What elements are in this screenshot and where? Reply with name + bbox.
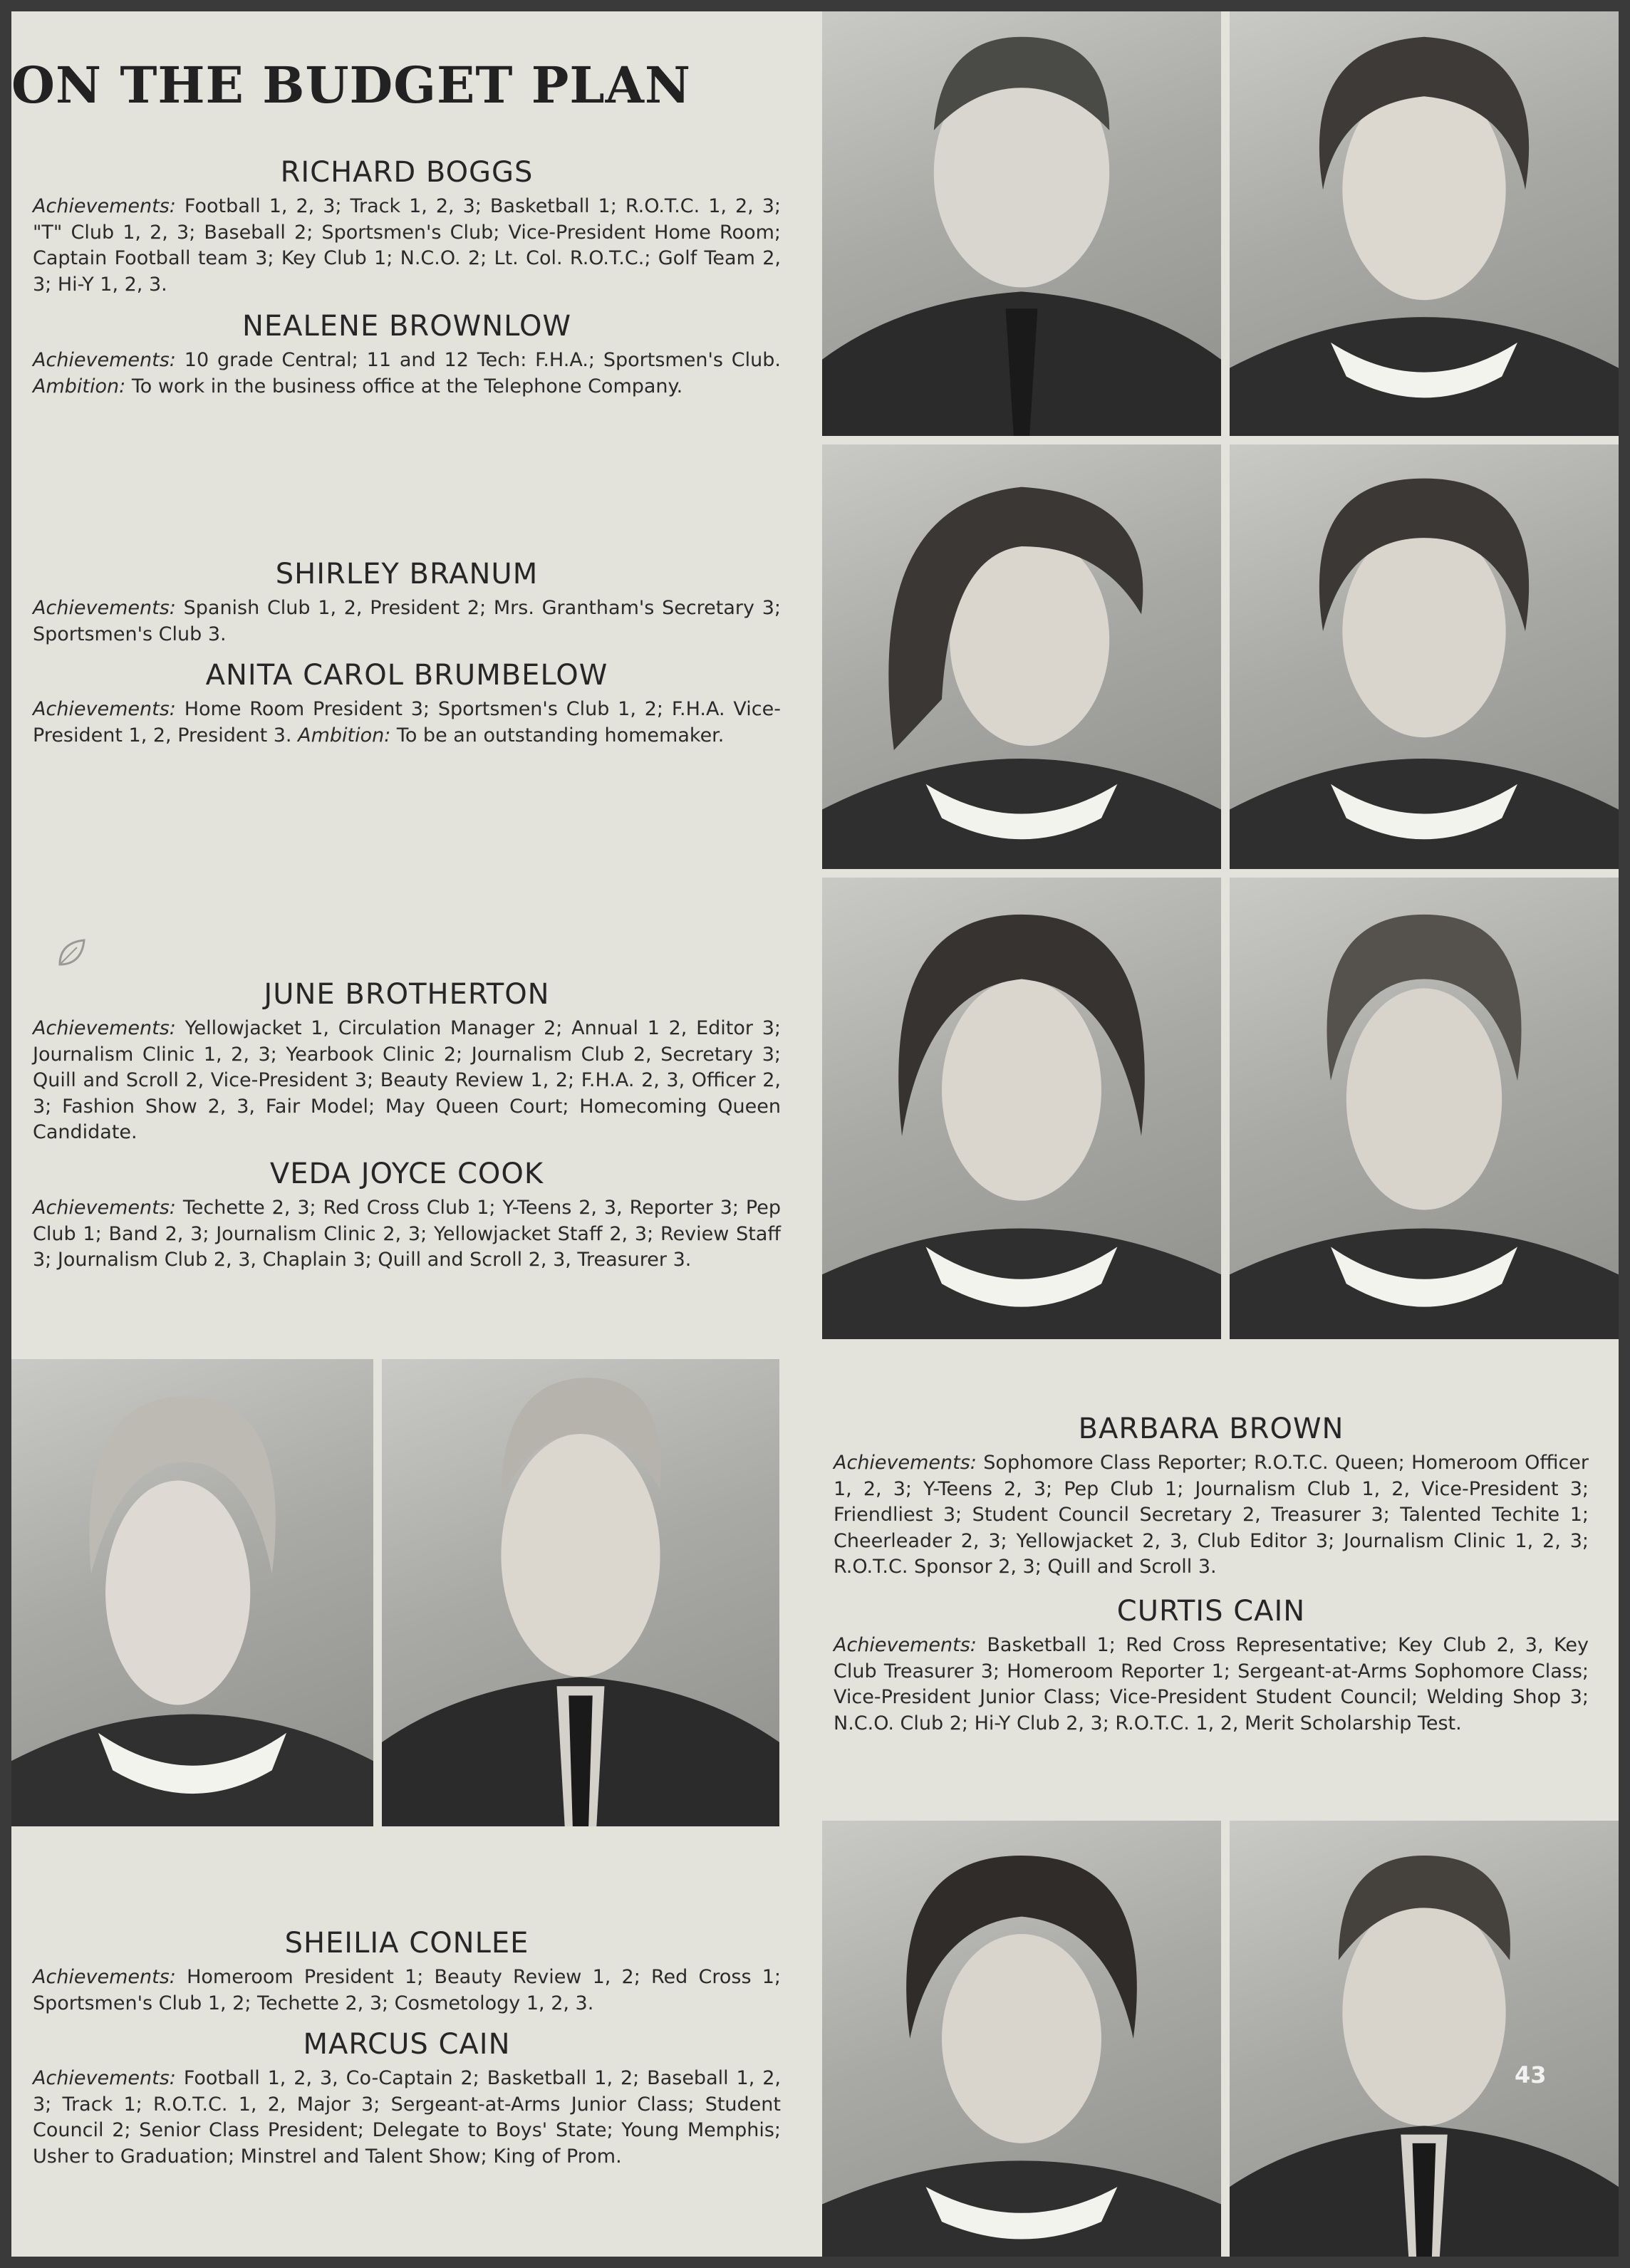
student-description: [33, 1016, 781, 1146]
student-description: [834, 1450, 1589, 1581]
entry-shirley-branum: [33, 557, 781, 647]
entry-barbara-brown: [834, 1412, 1589, 1581]
portrait-photo-sheilia-conlee: [11, 1359, 373, 1826]
portrait-photo-anita-carol-brumbelow: [1230, 444, 1619, 869]
yearbook-page: [11, 11, 1619, 2257]
ambition-text: To work in the business office at the Telephone Company.: [131, 375, 683, 397]
ambition-label: Ambition:: [33, 375, 126, 397]
student-description: [33, 1965, 781, 2017]
portrait-photo-barbara-brown: [1230, 1821, 1619, 2257]
page-number: 43: [1515, 2061, 1547, 2088]
entry-sheilia-conlee: [33, 1926, 781, 2017]
achievements-label: Achievements:: [33, 1197, 176, 1219]
portrait-photo-richard-boggs: [822, 11, 1221, 436]
entry-june-brotherton: [33, 977, 781, 1146]
student-name: RICHARD BOGGS: [280, 156, 534, 189]
achievements-text: Sophomore Class Reporter; R.O.T.C. Queen; Homeroom Officer 1, 2, 3; Y-Teens 2, 3; Pep Club 1; Journalism Club 1, 2, Vice-President 3; Friendliest 3; Student Council Secretary 2, Treasurer 3; Talented Techite 1; Cheerleader 2, 3; Yellowjacket 2, 3, Club Editor 3; Journalism Clinic 1, 2, 3; R.O.T.C. Sponsor 2, 3; Quill and Scroll 3.: [834, 1452, 1589, 1578]
student-name: ANITA CAROL BRUMBELOW: [205, 659, 608, 692]
student-name: MARCUS CAIN: [303, 2028, 511, 2061]
ambition-text: To be an outstanding homemaker.: [396, 724, 725, 747]
achievements-text: Football 1, 2, 3, Co-Captain 2; Basketball 1, 2; Baseball 1, 2, 3; Track 1; R.O.T.C. 1, 2, Major 3; Sergeant-at-Arms Junior Class; Student Council 2; Senior Class President; Delegate to Boys' State; Young Memphis; Usher to Graduation; Minstrel and Talent Show; King of Prom.: [33, 2067, 781, 2168]
achievements-label: Achievements:: [834, 1634, 977, 1656]
achievements-text: Home Room President 3; Sportsmen's Club 1, 2; F.H.A. Vice-President 1, 2, President 3.: [33, 698, 781, 747]
student-description: [834, 1633, 1589, 1737]
student-name: SHEILIA CONLEE: [284, 1927, 529, 1960]
ambition-label: Ambition:: [298, 724, 391, 747]
student-name: JUNE BROTHERTON: [264, 978, 550, 1011]
achievements-text: Homeroom President 1; Beauty Review 1, 2; Red Cross 1; Sportsmen's Club 1, 2; Techette 2, 3; Cosmetology 1, 2, 3.: [33, 1966, 781, 2014]
entry-marcus-cain: [33, 2027, 781, 2170]
portrait-photo-veda-joyce-cook: [1230, 878, 1619, 1339]
student-name: NEALENE BROWNLOW: [242, 310, 572, 343]
entry-veda-joyce-cook: [33, 1157, 781, 1274]
portrait-photo-curtis-cain: [822, 1821, 1221, 2257]
entry-curtis-cain: [834, 1594, 1589, 1737]
achievements-label: Achievements:: [33, 698, 176, 720]
student-description: [33, 595, 781, 647]
achievements-text: Techette 2, 3; Red Cross Club 1; Y-Teens 2, 3, Reporter 3; Pep Club 1; Band 2, 3; Journalism Clinic 2, 3; Yellowjacket Staff 2, 3; Review Staff 3; Journalism Club 2, 3, Chaplain 3; Quill and Scroll 2, 3, Treasurer 3.: [33, 1197, 781, 1271]
student-description: [33, 194, 781, 298]
portrait-photo-june-brotherton: [822, 878, 1221, 1339]
achievements-label: Achievements:: [834, 1452, 977, 1474]
student-name: SHIRLEY BRANUM: [275, 558, 539, 591]
leaf-ornament-icon: [54, 936, 88, 970]
entry-nealene-brownlow: [33, 309, 781, 400]
student-description: [33, 697, 781, 749]
achievements-label: Achievements:: [33, 2067, 176, 2089]
portrait-photo-nealene-brownlow: [1230, 11, 1619, 436]
entry-anita-carol-brumbelow: [33, 658, 781, 749]
student-name: CURTIS CAIN: [1116, 1595, 1306, 1628]
portrait-photo-shirley-branum: [822, 444, 1221, 869]
achievements-text: Spanish Club 1, 2, President 2; Mrs. Grantham's Secretary 3; Sportsmen's Club 3.: [33, 597, 781, 645]
achievements-text: Yellowjacket 1, Circulation Manager 2; Annual 1 2, Editor 3; Journalism Clinic 1, 2, 3; Yearbook Clinic 2; Journalism Club 2, Secretary 3; Quill and Scroll 2, Vice-President 3; Beauty Review 1, 2; F.H.A. 2, 3, Officer 2, 3; Fashion Show 2, 3, Fair Model; May Queen Court; Homecoming Queen Candidate.: [33, 1017, 781, 1143]
portrait-photo-marcus-cain: [382, 1359, 779, 1826]
student-name: VEDA JOYCE COOK: [269, 1158, 544, 1190]
achievements-label: Achievements:: [33, 1966, 176, 1988]
achievements-label: Achievements:: [33, 349, 176, 371]
achievements-text: Basketball 1; Red Cross Representative; Key Club 2, 3, Key Club Treasurer 3; Homeroom Reporter 1; Sergeant-at-Arms Sophomore Class; Vice-President Junior Class; Vice-President Student Council; Welding Shop 3; N.C.O. Club 2; Hi-Y Club 2, 3; R.O.T.C. 1, 2, Merit Scholarship Test.: [834, 1634, 1589, 1734]
student-description: [33, 2066, 781, 2170]
achievements-label: Achievements:: [33, 597, 176, 619]
entry-richard-boggs: [33, 155, 781, 298]
achievements-text: Football 1, 2, 3; Track 1, 2, 3; Basketball 1; R.O.T.C. 1, 2, 3; "T" Club 1, 2, 3; Baseball 2; Sportsmen's Club; Vice-President Home Room; Captain Football team 3; Key Club 1; N.C.O. 2; Lt. Col. R.O.T.C.; Golf Team 2, 3; Hi-Y 1, 2, 3.: [33, 195, 781, 296]
student-name: BARBARA BROWN: [1078, 1413, 1344, 1445]
achievements-text: 10 grade Central; 11 and 12 Tech: F.H.A.; Sportsmen's Club.: [184, 349, 781, 371]
student-description: [33, 1195, 781, 1274]
student-description: [33, 348, 781, 400]
page-headline: ON THE BUDGET PLAN: [11, 56, 691, 115]
achievements-label: Achievements:: [33, 195, 176, 217]
achievements-label: Achievements:: [33, 1017, 176, 1039]
